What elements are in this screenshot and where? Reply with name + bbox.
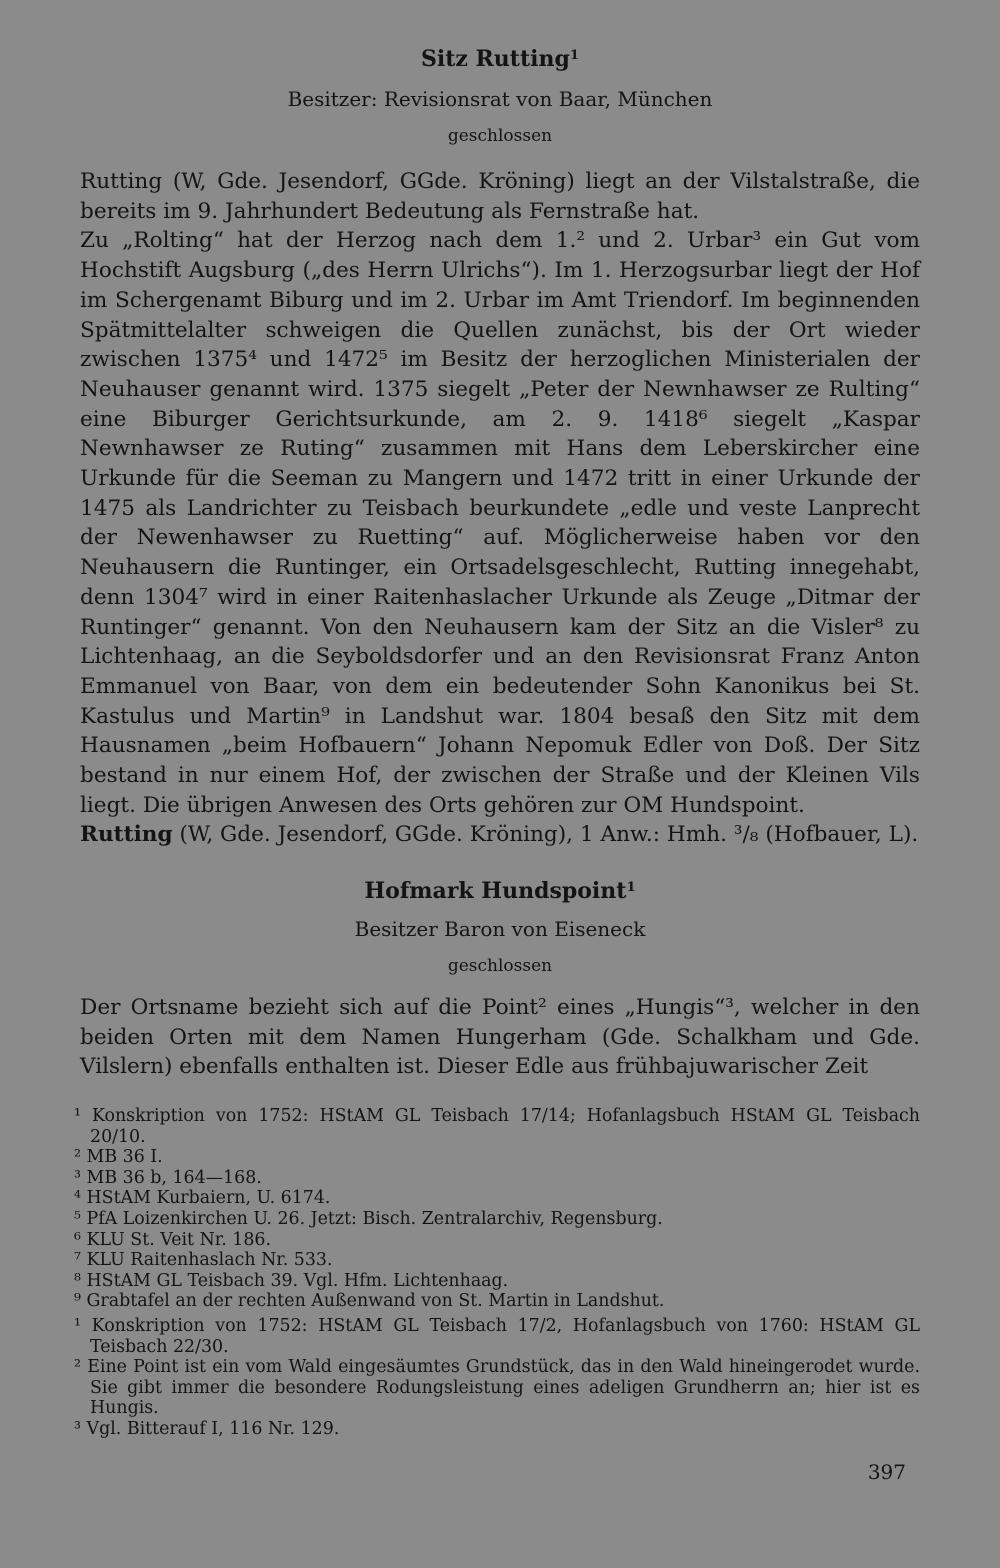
- footnotes: [74, 1106, 920, 1440]
- footnote: ¹ Konskription von 1752: HStAM GL Teisbach 17/14; Hofanlagsbuch HStAM GL Teisbach 20/10.: [74, 1106, 920, 1147]
- place-entry-rutting: Rutting (W, Gde. Jesendorf, GGde. Kröning), 1 Anw.: Hmh. ³/₈ (Hofbauer, L).: [80, 822, 919, 848]
- footnote: ⁵ PfA Loizenkirchen U. 26. Jetzt: Bisch. Zentralarchiv, Regensburg.: [74, 1208, 663, 1229]
- status-hundspoint: geschlossen: [447, 956, 553, 976]
- footnote: ⁶ KLU St. Veit Nr. 186.: [74, 1229, 271, 1250]
- page-number: 397: [867, 1460, 906, 1484]
- paragraph: Rutting (W, Gde. Jesendorf, GGde. Kröning) liegt an der Vilstalstraße, die bereits im 9. Jahrhundert Bedeutung als Fernstraße hat.: [80, 169, 920, 224]
- footnote: ² MB 36 I.: [74, 1147, 163, 1168]
- status-rutting: geschlossen: [447, 126, 553, 146]
- body-text-hundspoint: [80, 993, 920, 1082]
- section-title-sitz-rutting: Sitz Rutting$^1$: [420, 46, 580, 72]
- footnote: ⁸ HStAM GL Teisbach 39. Vgl. Hfm. Lichtenhaag.: [74, 1270, 509, 1291]
- footnote: ² Eine Point ist ein vom Wald eingesäumtes Grundstück, das in den Wald hineingerodet wurde. Sie gibt immer die besondere Rodungsleistung eines adeligen Grundherrn an; hier ist es Hungis.: [74, 1357, 920, 1419]
- footnote: ⁷ KLU Raitenhaslach Nr. 533.: [74, 1250, 333, 1271]
- footnote: ³ MB 36 b, 164—168.: [74, 1167, 262, 1188]
- section-title-hofmark-hundspoint: Hofmark Hundspoint$^1$: [364, 878, 636, 904]
- paragraph: Zu „Rolting“ hat der Herzog nach dem 1.² und 2. Urbar³ ein Gut vom Hochstift Augsburg („des Herrn Ulrichs“). Im 1. Herzogsurbar liegt der Hof im Schergenamt Biburg und im 2. Urbar im Amt Triendorf. Im beginnenden Spätmittelalter schweigen die Quellen zunächst, bis der Ort wieder zwischen 1375⁴ und 1472⁵ im Besitz der herzoglichen Ministerialen der Neuhauser genannt wird. 1375 siegelt „Peter der Newnhawser ze Rulting“ eine Biburger Gerichtsurkunde, am 2. 9. 1418⁶ siegelt „Kaspar Newnhawser ze Ruting“ zusammen mit Hans dem Leberskircher eine Urkunde für die Seeman zu Mangern und 1472 tritt in einer Urkunde der 1475 als Landrichter zu Teisbach beurkundete „edle und veste Lanprecht der Newenhawser zu Ruetting“ auf. Möglicherweise haben vor den Neuhausern die Runtinger, ein Ortsadelsgeschlecht, Rutting innegehabt, denn 1304⁷ wird in einer Raitenhaslacher Urkunde als Zeuge „Ditmar der Runtinger“ genannt. Von den Neuhausern kam der Sitz an die Visler⁸ zu Lichtenhaag, an die Seyboldsdorfer und an den Revisionsrat Franz Anton Emmanuel von Baar, von dem ein bedeutender Sohn Kanonikus bei St. Kastulus und Martin⁹ in Landshut war. 1804 besaß den Sitz mit dem Hausnamen „beim Hofbauern“ Johann Nepomuk Edler von Doß. Der Sitz bestand in nur einem Hof, der zwischen der Straße und der Kleinen Vils liegt. Die übrigen Anwesen des Orts gehören zur OM Hundspoint.: [80, 228, 920, 818]
- footnote: ¹ Konskription von 1752: HStAM GL Teisbach 17/2, Hofanlagsbuch von 1760: HStAM GL Teisbach 22/30.: [74, 1315, 920, 1357]
- footnote: ⁴ HStAM Kurbaiern, U. 6174.: [74, 1188, 331, 1209]
- footnote: ³ Vgl. Bitterauf I, 116 Nr. 129.: [74, 1418, 340, 1439]
- footnote: ⁹ Grabtafel an der rechten Außenwand von St. Martin in Landshut.: [74, 1291, 665, 1312]
- body-text-rutting: [80, 167, 920, 850]
- paragraph: Der Ortsname bezieht sich auf die Point² eines „Hungis“³, welcher in den beiden Orten mit dem Namen Hungerham (Gde. Schalkham und Gde. Vilslern) ebenfalls enthalten ist. Dieser Edle aus frühbajuwarischer Zeit: [80, 995, 920, 1080]
- owner-line-hundspoint: Besitzer Baron von Eiseneck: [354, 917, 646, 941]
- owner-line-rutting: Besitzer: Revisionsrat von Baar, München: [287, 87, 713, 111]
